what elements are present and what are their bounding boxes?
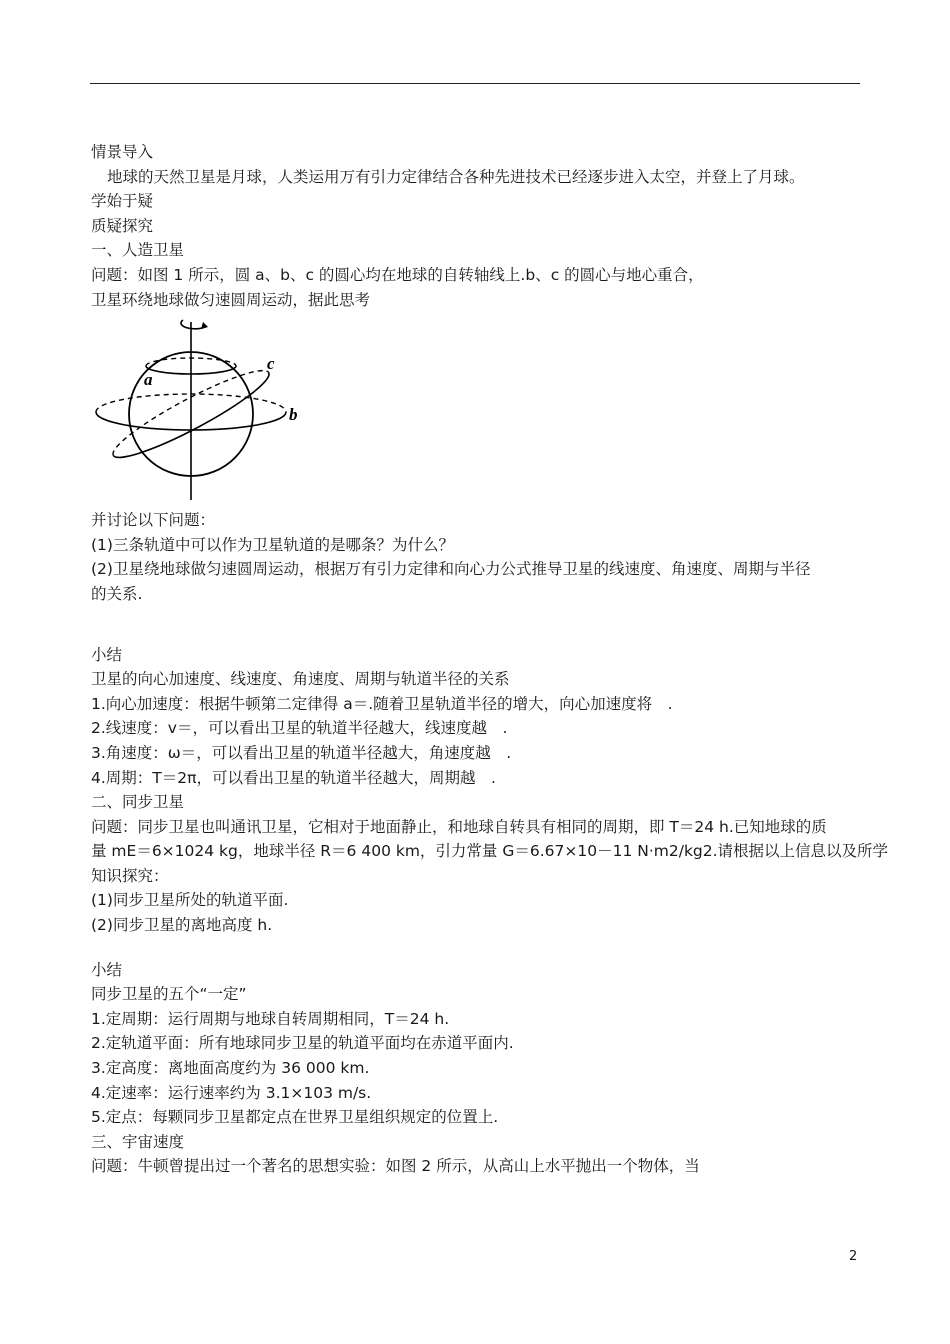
- summary-heading: 小结: [91, 645, 123, 664]
- label-c: c: [267, 354, 275, 374]
- section-heading-3: 三、宇宙速度: [91, 1132, 185, 1151]
- heading-scene-intro: 情景导入: [91, 143, 154, 161]
- question-line: 卫星环绕地球做匀速圆周运动，据此思考: [91, 290, 371, 309]
- arrow-head-icon: [201, 322, 208, 329]
- summary-heading: 小结: [91, 960, 123, 979]
- summary-title: 卫星的向心加速度、线速度、角速度、周期与轨道半径的关系: [91, 670, 510, 689]
- question-line: 问题：同步卫星也叫通讯卫星，它相对于地面静止，和地球自转具有相同的周期，即 T＝24 h.已知地球的质: [91, 817, 827, 836]
- summary-title: 同步卫星的五个“一定”: [91, 985, 247, 1004]
- question-item: (2)同步卫星的离地高度 h.: [91, 916, 273, 935]
- discussion-item: (1)三条轨道中可以作为卫星轨道的是哪条？为什么？: [91, 535, 454, 554]
- page-body: [91, 140, 889, 1179]
- summary-item: 3.角速度：ω＝，可以看出卫星的轨道半径越大，角速度越 .: [91, 743, 512, 762]
- heading-inquiry: 质疑探究: [91, 216, 154, 235]
- orbit-c-front: [113, 373, 275, 469]
- summary-item: 4.定速率：运行速率约为 3.1×103 m/s.: [91, 1083, 372, 1102]
- section-heading-1: 一、人造卫星: [91, 241, 185, 260]
- orbit-diagram: [91, 314, 321, 502]
- summary-item: 2.线速度：v＝，可以看出卫星的轨道半径越大，线速度越 .: [91, 719, 508, 738]
- label-b: b: [289, 405, 298, 425]
- discussion-item: (2)卫星绕地球做匀速圆周运动，根据万有引力定律和向心力公式推导卫星的线速度、角速度、周期与半径: [91, 560, 811, 579]
- summary-item: 1.向心加速度：根据牛顿第二定律得 a＝.随着卫星轨道半径的增大，向心加速度将 .: [91, 694, 673, 713]
- label-a: a: [144, 370, 153, 390]
- summary-item: 1.定周期：运行周期与地球自转周期相同，T＝24 h.: [91, 1009, 450, 1028]
- summary-item: 3.定高度：离地面高度约为 36 000 km.: [91, 1059, 370, 1078]
- discussion-intro: 并讨论以下问题：: [91, 511, 216, 530]
- summary-item: 2.定轨道平面：所有地球同步卫星的轨道平面均在赤道平面内.: [91, 1034, 514, 1053]
- question-item: (1)同步卫星所处的轨道平面.: [91, 891, 289, 910]
- section-heading-2: 二、同步卫星: [91, 793, 185, 812]
- question-line: 问题：如图 1 所示，圆 a、b、c 的圆心均在地球的自转轴线上.b、c 的圆心与地心重合，: [91, 265, 704, 284]
- summary-item: 5.定点：每颗同步卫星都定点在世界卫星组织规定的位置上.: [91, 1108, 499, 1127]
- heading-learn: 学始于疑: [91, 192, 154, 211]
- discussion-item: 的关系.: [91, 584, 143, 603]
- question-line: 问题：牛顿曾提出过一个著名的思想实验：如图 2 所示，从高山上水平抛出一个物体，当: [91, 1157, 700, 1176]
- header-rule: [90, 83, 860, 84]
- question-line: 知识探究：: [91, 866, 169, 885]
- page-number: 2: [849, 1249, 858, 1264]
- figure-1-earth-orbits: [91, 314, 321, 502]
- paragraph-intro: 地球的天然卫星是月球，人类运用万有引力定律结合各种先进技术已经逐步进入太空，并登上了月球。: [107, 167, 805, 186]
- summary-item: 4.周期：T＝2π，可以看出卫星的轨道半径越大，周期越 .: [91, 768, 496, 787]
- question-line: 量 mE＝6×1024 kg，地球半径 R＝6 400 km，引力常量 G＝6.67×10－11 N·m2/kg2.请根据以上信息以及所学: [91, 842, 889, 861]
